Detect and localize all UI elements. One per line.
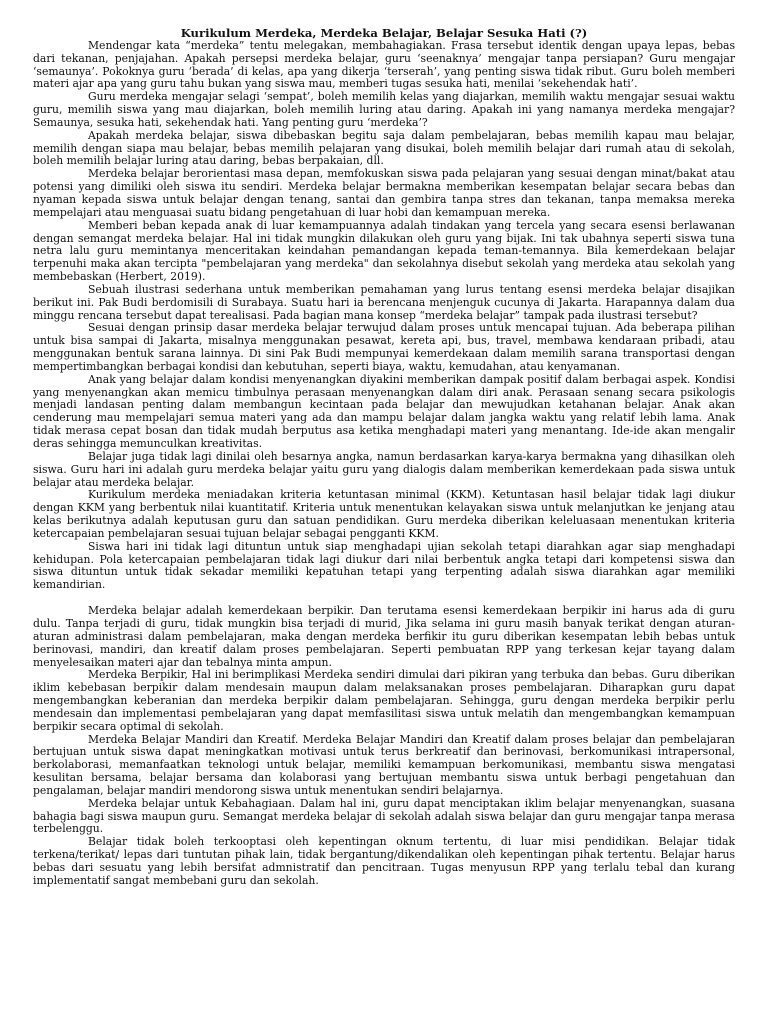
paragraph: Siswa hari ini tidak lagi dituntun untuk siap menghadapi ujian sekolah tetapi diarahkan agar siap menghadapi kehidupan. Pola ketercapaian pembelajaran tidak lagi diukur dari nilai berbentuk angka tetapi dari kompetensi siswa dan siswa dituntun untuk tidak sekadar memiliki kepatuhan tetapi yang terpenting adalah siswa diarahkan agar memiliki kemandirian. <box>33 539 735 592</box>
paragraph: Memberi beban kepada anak di luar kemampuannya adalah tindakan yang tercela yang secara esensi berlawanan dengan semangat merdeka belajar. Hal ini tidak mungkin dilakukan oleh guru yang bijak. Ini tak ubahnya seperti siswa tuna netra lalu guru memintanya menceritakan keindahan pemandangan kepada teman-temannya. Bila kemerdekaan belajar terpenuhi maka akan tercipta "pembelajaran yang merdeka" dan sekolahnya disebut sekolah yang merdeka atau sekolah yang membebaskan (Herbert, 2019). <box>33 218 735 284</box>
paragraph: Apakah merdeka belajar, siswa dibebaskan begitu saja dalam pembelajaran, bebas memilih kapau mau belajar, memilih dengan siapa mau belajar, bebas memilih pelajaran yang disukai, boleh memilih belajar dari rumah atau di sekolah, boleh memilih belajar luring atau daring, bebas berpakaian, dll. <box>33 128 735 168</box>
paragraph: Belajar tidak boleh terkooptasi oleh kepentingan oknum tertentu, di luar misi pendidikan. Belajar tidak terkena/terikat/ lepas dari tuntutan pihak lain, tidak bergantung/dikendalikan oleh kepentingan pihak tertentu. Belajar harus bebas dari sesuatu yang lebih bersifat admnistratif dan pencitraan. Tugas menyusun RPP yang terlalu tebal dan kurang implementatif sangat membebani guru dan sekolah. <box>33 835 735 887</box>
paragraph: Merdeka belajar berorientasi masa depan, memfokuskan siswa pada pelajaran yang sesuai dengan minat/bakat atau potensi yang dimiliki oleh siswa itu sendiri. Merdeka belajar bermakna memberikan kesempatan belajar secara bebas dan nyaman kepada siswa untuk belajar dengan tenang, santai dan gembira tanpa stres dan tekanan, tanpa memaksa mereka mempelajari atau menguasai suatu bidang pengetahuan di luar hobi dan kemampuan mereka. <box>33 167 735 219</box>
paragraph: Merdeka belajar untuk Kebahagiaan. Dalam hal ini, guru dapat menciptakan iklim belajar menyenangkan, suasana bahagia bagi siswa maupun guru. Semangat merdeka belajar di sekolah adalah siswa belajar dan guru mengajar tanpa merasa terbelenggu. <box>33 796 735 836</box>
paragraph: Guru merdeka mengajar selagi ‘sempat’, boleh memilih kelas yang diajarkan, memilih waktu mengajar sesuai waktu guru, memilih siswa yang mau diajarkan, boleh memilih luring atau daring. Apakah ini yang namanya merdeka mengajar? Semaunya, sesuka hati, sekehendak hati. Yang penting guru ‘merdeka’? <box>33 90 735 129</box>
paragraph: Sesuai dengan prinsip dasar merdeka belajar terwujud dalam proses untuk mencapai tujuan. Ada beberapa pilihan untuk bisa sampai di Jakarta, misalnya menggunakan pesawat, kereta api, bus, travel, membawa kendaraan pribadi, atau menggunakan bentuk sarana lainnya. Di sini Pak Budi mempunyai kemerdekaan dalam memilih sarana transportasi dengan mempertimbangkan berbagai kondisi dan kebutuhan, seperti biaya, waktu, kemudahan, atau kenyamanan. <box>33 321 735 373</box>
paragraph: Belajar juga tidak lagi dinilai oleh besarnya angka, namun berdasarkan karya-karya bermakna yang dihasilkan oleh siswa. Guru hari ini adalah guru merdeka belajar yaitu guru yang dialogis dalam memberikan kemerdekaan pada siswa untuk belajar atau merdeka belajar. <box>33 449 735 489</box>
paragraph: Kurikulum merdeka meniadakan kriteria ketuntasan minimal (KKM). Ketuntasan hasil belajar tidak lagi diukur dengan KKM yang berbentuk nilai kuantitatif. Kriteria untuk menentukan kelayakan siswa untuk melanjutkan ke jenjang atau kelas berikutnya adalah keputusan guru dan satuan pendidikan. Guru merdeka diberikan keleluasaan menentukan kriteria ketercapaian pembelajaran sesuai tujuan belajar sebagai pengganti KKM. <box>33 488 735 540</box>
paragraph: Sebuah ilustrasi sederhana untuk memberikan pemahaman yang lurus tentang esensi merdeka belajar disajikan berikut ini. Pak Budi berdomisili di Surabaya. Suatu hari ia berencana menjenguk cucunya di Jakarta. Harapannya dalam dua minggu rencana tersebut dapat terealisasi. Pada bagian mana konsep “merdeka belajar” tampak pada ilustrasi tersebut? <box>33 282 735 322</box>
document-title: Kurikulum Merdeka, Merdeka Belajar, Belajar Sesuka Hati (?) <box>180 26 588 40</box>
paragraph: Mendengar kata “merdeka” tentu melegakan, membahagiakan. Frasa tersebut identik dengan upaya lepas, bebas dari tekanan, penjajahan. Apakah persepsi merdeka belajar, guru ‘seenaknya’ mengajar tanpa persiapan? Guru mengajar ‘semaunya’. Pokoknya guru ‘berada’ di kelas, apa yang dikerja ‘terserah’, yang penting siswa tidak ribut. Guru boleh memberi materi ajar apa yang guru tahu bukan yang siswa mau, memberi tugas sesuka hati, menilai ‘sekehendak hati’. <box>33 38 735 91</box>
paragraph: Merdeka Berpikir, Hal ini berimplikasi Merdeka sendiri dimulai dari pikiran yang terbuka dan bebas. Guru diberikan iklim kebebasan berpikir dalam mendesain maupun dalam melaksanakan proses pembelajaran. Diharapkan guru dapat mengembangkan keberanian dan merdeka berpikir dalam pembelajaran. Sehingga, guru dengan merdeka berpikir perlu mendesain dan implementasi pembelajaran yang dapat memfasilitasi siswa untuk melatih dan mengembangkan kemampuan berpikir secara optimal di sekolah. <box>33 668 735 733</box>
paragraph: Merdeka Belajar Mandiri dan Kreatif. Merdeka Belajar Mandiri dan Kreatif dalam proses belajar dan pembelajaran bertujuan untuk siswa dapat meningkatkan motivasi untuk terus berkreatif dan berinovasi, berkomunikasi intrapersonal, berkolaborasi, memanfaatkan teknologi untuk belajar, memiliki kemampuan berkomunikasi, membantu siswa mengatasi kesulitan bersama, belajar bersama dan kolaborasi yang bertujuan membantu siswa untuk berbagi pengetahuan dan pengalaman, belajar mandiri mendorong siswa untuk menentukan sendiri belajarnya. <box>33 732 735 797</box>
paragraph: Merdeka belajar adalah kemerdekaan berpikir. Dan terutama esensi kemerdekaan berpikir ini harus ada di guru dulu. Tanpa terjadi di guru, tidak mungkin bisa terjadi di murid, Jika selama ini guru masih banyak terikat dengan aturan-aturan administrasi dalam pembelajaran, maka dengan merdeka berfikir itu guru diberikan kesempatan lebih bebas untuk berinovasi, mandiri, dan kreatif dalam proses pembelajaran. Seperti pembuatan RPP yang terkesan kejar tayang dalam menyelesaikan materi ajar dan tebalnya minta ampun. <box>33 604 735 669</box>
paragraph: Anak yang belajar dalam kondisi menyenangkan diyakini memberikan dampak positif dalam berbagai aspek. Kondisi yang menyenangkan akan memicu timbulnya perasaan menyenangkan dalam diri anak. Perasaan senang secara psikologis menjadi landasan penting dalam membangun kecintaan pada belajar dan mewujudkan ketahanan belajar. Anak akan cenderung mau mempelajari semua materi yang ada dan mampu belajar dalam jangka waktu yang relatif lebih lama. Anak tidak merasa cepat bosan dan tidak mudah berputus asa ketika menghadapi materi yang menantang. Ide-ide akan mengalir deras sehingga memunculkan kreativitas. <box>33 372 735 450</box>
